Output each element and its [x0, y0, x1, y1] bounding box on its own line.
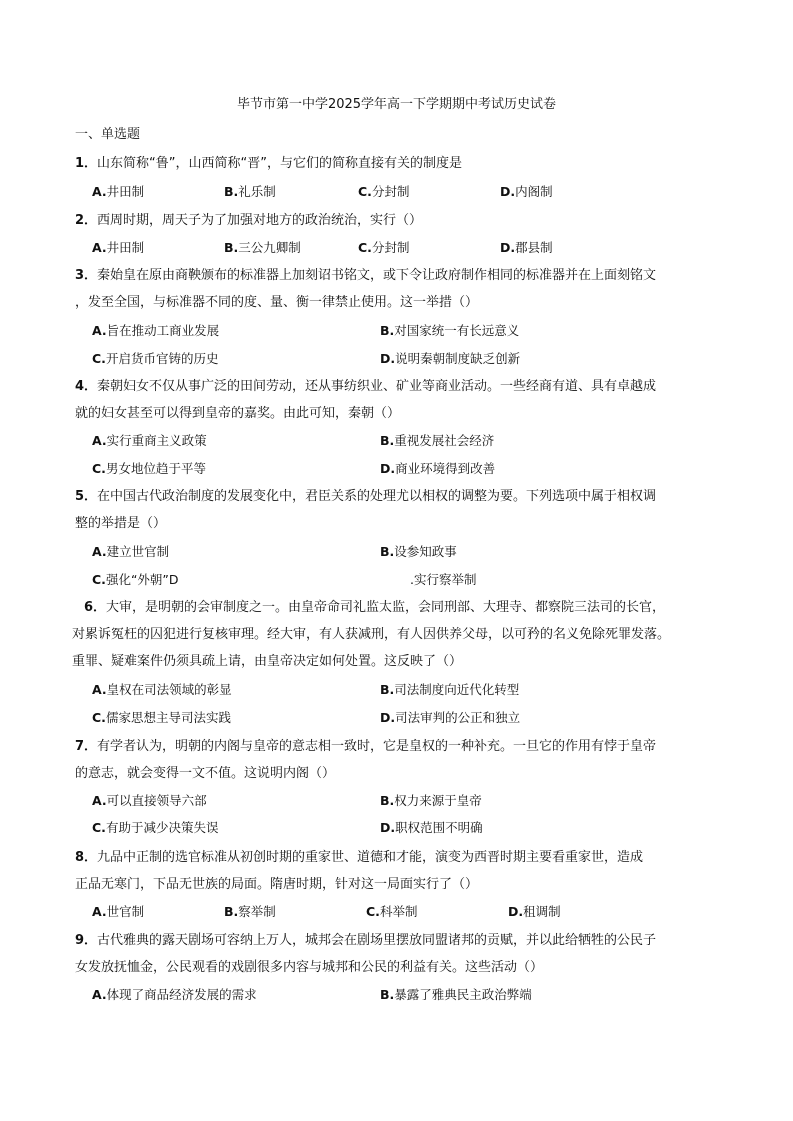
option-a[interactable]: A.建立世官制	[92, 544, 170, 559]
question-number: 1．	[75, 156, 98, 171]
question-text: 秦朝妇女不仅从事广泛的田间劳动，还从事纺织业、矿业等商业活动。一些经商有道、具有卓越成	[97, 379, 657, 394]
option-b[interactable]: B.察举制	[224, 904, 276, 919]
question-text: 山东简称“鲁”，山西简称“晋”，与它们的简称直接有关的制度是	[97, 156, 462, 171]
option-d[interactable]: D.内阁制	[500, 184, 553, 199]
option-c[interactable]: C.有助于减少决策失误	[92, 820, 219, 835]
question-9-line-2: 女发放抚恤金，公民观看的戏剧很多内容与城邦和公民的利益有关。这些活动（）	[75, 960, 544, 975]
question-3	[75, 267, 735, 285]
question-9	[75, 932, 735, 950]
question-text: 西周时期，周天子为了加强对地方的政治统治，实行（）	[97, 213, 423, 228]
question-2	[75, 212, 735, 230]
question-number: 8．	[75, 850, 98, 865]
question-number: 3．	[75, 268, 98, 283]
option-d[interactable]: .实行察举制	[410, 572, 477, 587]
question-8-line-2: 正品无寒门，下品无世族的局面。隋唐时期，针对这一局面实行了（）	[75, 877, 479, 892]
option-c[interactable]: C.男女地位趋于平等	[92, 461, 206, 476]
option-b[interactable]: B.三公九卿制	[224, 240, 301, 255]
option-a[interactable]: A.皇权在司法领域的彰显	[92, 682, 232, 697]
option-b[interactable]: B.重视发展社会经济	[380, 433, 495, 448]
question-5-line-2: 整的举措是（）	[75, 516, 167, 531]
question-number: 7．	[75, 739, 98, 754]
option-a[interactable]: A.井田制	[92, 184, 145, 199]
option-a[interactable]: A.旨在推动工商业发展	[92, 323, 220, 338]
question-number: 9．	[75, 933, 98, 948]
option-d[interactable]: D.司法审判的公正和独立	[380, 710, 521, 725]
option-b[interactable]: B.礼乐制	[224, 184, 276, 199]
question-1	[75, 155, 735, 173]
question-3-line-2: ，发至全国，与标准器不同的度、量、衡一律禁止使用。这一举措（）	[75, 295, 479, 310]
page-title: 毕节市第一中学2025学年高一下学期期中考试历史试卷	[236, 97, 557, 112]
question-4-line-2: 就的妇女甚至可以得到皇帝的嘉奖。由此可知，秦朝（）	[75, 406, 401, 421]
option-c[interactable]: C.分封制	[358, 184, 410, 199]
question-number: 5．	[75, 489, 98, 504]
option-b[interactable]: B.设参知政事	[380, 544, 457, 559]
option-d[interactable]: D.说明秦朝制度缺乏创新	[380, 351, 521, 366]
question-7-line-2: 的意志，就会变得一文不值。这说明内阁（）	[75, 766, 336, 781]
section-heading: 一、单选题	[75, 127, 141, 142]
option-d[interactable]: D.租调制	[508, 904, 561, 919]
option-c[interactable]: C.儒家思想主导司法实践	[92, 710, 231, 725]
question-number: 2．	[75, 213, 98, 228]
question-text: 有学者认为，明朝的内阁与皇帝的意志相一致时，它是皇权的一种补充。一旦它的作用有悖于皇帝	[97, 739, 657, 754]
option-d[interactable]: D.郡县制	[500, 240, 553, 255]
question-text: 在中国古代政治制度的发展变化中，君臣关系的处理尤以相权的调整为要。下列选项中属于相权调	[97, 489, 657, 504]
question-6	[84, 599, 744, 617]
option-c[interactable]: C.强化“外朝”D	[92, 572, 179, 587]
option-b[interactable]: B.权力来源于皇帝	[380, 793, 482, 808]
option-a[interactable]: A.世官制	[92, 904, 145, 919]
option-c[interactable]: C.分封制	[358, 240, 410, 255]
option-a[interactable]: A.体现了商品经济发展的需求	[92, 987, 257, 1002]
option-a[interactable]: A.井田制	[92, 240, 145, 255]
question-7	[75, 738, 735, 756]
option-c[interactable]: C.科举制	[366, 904, 418, 919]
question-text: 大审，是明朝的会审制度之一。由皇帝命司礼监太监，会同刑部、大理寺、都察院三法司的长官，	[106, 600, 666, 615]
question-number: 4．	[75, 379, 98, 394]
question-text: 秦始皇在原由商鞅颁布的标准器上加刻诏书铭文，或下令让政府制作相同的标准器并在上面刻铭文	[97, 268, 657, 283]
question-text: 九品中正制的选官标准从初创时期的重家世、道德和才能，演变为西晋时期主要看重家世，造成	[97, 850, 644, 865]
question-8	[75, 849, 735, 867]
option-c[interactable]: C.开启货币官铸的历史	[92, 351, 219, 366]
question-6-line-3: 重罪、疑难案件仍须具疏上请，由皇帝决定如何处置。这反映了（）	[72, 654, 463, 669]
option-a[interactable]: A.可以直接领导六部	[92, 793, 207, 808]
option-d[interactable]: D.商业环境得到改善	[380, 461, 496, 476]
option-d[interactable]: D.职权范围不明确	[380, 820, 483, 835]
question-text: 古代雅典的露天剧场可容纳上万人，城邦会在剧场里摆放同盟诸邦的贡赋，并以此给牺牲的公民子	[97, 933, 657, 948]
question-6-line-2: 对累诉冤枉的囚犯进行复核审理。经大审，有人获减刑，有人因供养父母，以可矜的名义免除死罪发落。	[72, 627, 671, 642]
question-5	[75, 488, 735, 506]
question-number: 6．	[84, 600, 107, 615]
option-b[interactable]: B.对国家统一有长远意义	[380, 323, 520, 338]
option-b[interactable]: B.司法制度向近代化转型	[380, 682, 520, 697]
question-4	[75, 378, 735, 396]
option-b[interactable]: B.暴露了雅典民主政治弊端	[380, 987, 532, 1002]
option-a[interactable]: A.实行重商主义政策	[92, 433, 207, 448]
